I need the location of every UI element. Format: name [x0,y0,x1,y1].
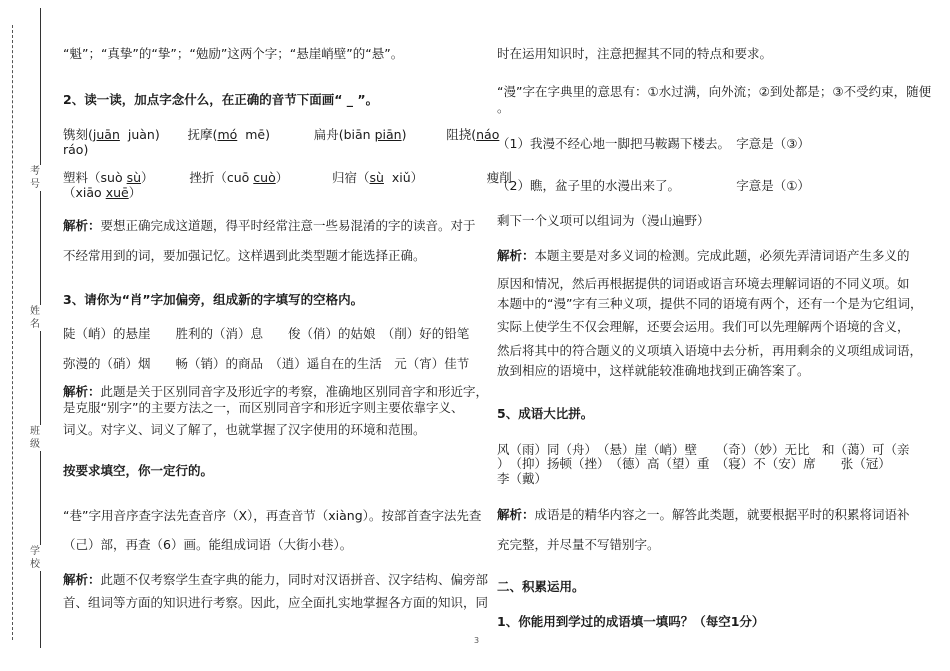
school-label: 学校 [30,546,40,570]
analysis-3-line-2: 是克服“别字”的主要方法之一，而区别同音字和形近字则主要依靠字义、 [63,400,464,415]
text-line: 剩下一个义项可以组词为（漫山遍野） [497,213,710,228]
analysis-5-line-2: 充完整，并尽量不写错别字。 [497,537,660,552]
analysis-4-line-1: 解析：此题不仅考察学生查字典的能力，同时对汉语拼音、汉字结构、偏旁部 [63,572,489,587]
binding-dashed-line [12,25,13,640]
text-line: 。 [497,100,510,115]
section-2-question-1: 1、你能用到学过的成语填一填吗？（每空1分） [497,614,765,629]
question-3-row-1: 陡（峭）的悬崖 胜利的（消）息 俊（俏）的姑娘 （削）好的铅笔 [63,326,470,341]
analysis-line-1: 解析：本题主要是对多义词的检测。完成此题，必须先弄清词语产生多义的 [497,248,910,263]
analysis-line-6: 放到相应的语境中，这样就能较准确地找到正确答案了。 [497,363,810,378]
analysis-line-2: 原因和情况，然后再根据提供的词语或语言环境去理解词语的不同义项。如 [497,276,910,291]
sentence-2: （2）瞧，盆子里的水漫出来了。 字意是（①） [497,178,810,193]
page-number: 3 [474,636,480,645]
text-line: 时在运用知识时，注意把握其不同的特点和要求。 [497,46,773,61]
binding-margin [0,0,60,671]
text-line: “漫”字在字典里的意思有：①水过满，向外流；②到处都是；③不受约束，随便 [497,84,932,99]
pinyin-row-1-wrap: ráo) [63,142,89,157]
analysis-2-line-2: 不经常用到的词，要加强记忆。这样遇到此类型题才能选择正确。 [63,248,426,263]
analysis-5-line-1: 解析：成语是的精华内容之一。解答此类题，就要根据平时的积累将词语补 [497,507,910,522]
analysis-line-5: 然后将其中的符合题义的义项填入语境中去分析，再用剩余的义项组成词语， [497,343,923,358]
text-line: “魁”；“真挚”的“挚”；“勉励”这两个字；“悬崖峭壁”的“悬”。 [63,46,404,61]
idiom-row-1: 风（雨）同（舟） （悬）崖（峭）壁 （奇）（妙）无比 和（蔼）可（亲 [497,442,910,457]
name-label: 姓名 [30,306,40,330]
question-2-title: 2、读一读，加点字念什么，在正确的音节下面画“ _ ”。 [63,92,379,107]
analysis-line-4: 实际上使学生不仅会理解，还要会运用。我们可以先理解两个语境的含义， [497,319,910,334]
sentence-1: （1）我漫不经心地一脚把马鞍踢下楼去。 字意是（③） [497,136,810,151]
exam-number-label: 考号 [30,166,40,190]
analysis-3-line-3: 词义。对字义、词义了解了，也就掌握了汉字使用的环境和范围。 [63,422,426,437]
question-5-title: 5、成语大比拼。 [497,406,594,421]
analysis-line-3: 本题中的“漫”字有三种义项，提供不同的语境有两个，还有一个是为它组词， [497,296,923,311]
idiom-row-3: 李（戴） [497,471,548,486]
class-label: 班级 [30,426,40,450]
analysis-4-line-2: 首、组词等方面的知识进行考察。因此，应全面扎实地掌握各方面的知识，同 [63,595,489,610]
question-4-line-2: （己）部，再查（6）画。能组成词语（大街小巷）。 [63,537,353,552]
question-3-row-2: 弥漫的（硝）烟 畅（销）的商品 （逍）遥自在的生活 元（宵）佳节 [63,356,470,371]
question-4-title: 按要求填空，你一定行的。 [63,463,214,478]
idiom-row-2: ） （抑）扬顿（挫） （德）高（望）重 （寝）不（安）席 张（冠） [497,456,891,471]
question-4-line-1: “巷”字用音序查字法先查音序（X），再查音节（xiàng）。按部首查字法先查 [63,508,482,523]
section-2-title: 二、积累运用。 [497,579,585,594]
pinyin-row-2-wrap: （xiāo xuē） [63,185,142,200]
pinyin-row-2: 塑料（suò sù） 挫折（cuō cuò） 归宿（sù xiǔ） 瘦削 [63,170,512,185]
question-3-title: 3、请你为“肖”字加偏旁，组成新的字填写的空格内。 [63,292,364,307]
analysis-2-line-1: 解析：要想正确完成这道题，得平时经常注意一些易混淆的字的读音。对于 [63,218,476,233]
analysis-3-line-1: 解析：此题是关于区别同音字及形近字的考察，准确地区别同音字和形近字， [63,384,489,399]
pinyin-row-1: 镌刻(juān juàn) 抚摩(mó mē) 扁舟(biān piān) 阻挠(náo [63,127,500,142]
